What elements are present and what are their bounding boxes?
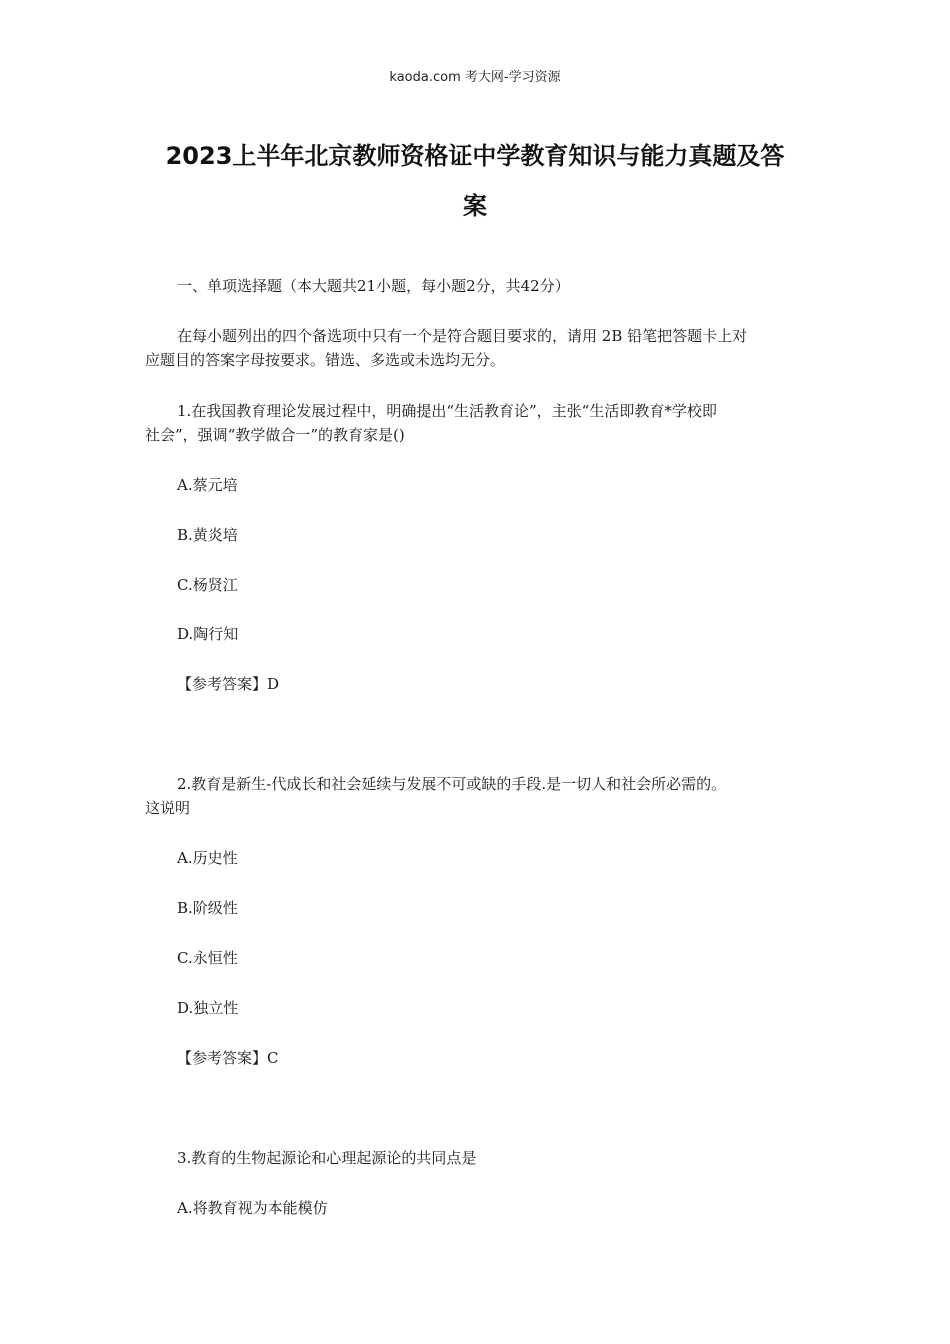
question-1-stem-line-2: 社会”，强调“教学做合一”的教育家是() bbox=[145, 426, 405, 444]
question-2-option-d: D.独立性 bbox=[177, 999, 239, 1017]
question-1-option-c: C.杨贤江 bbox=[177, 576, 238, 594]
question-2-option-b: B.阶级性 bbox=[177, 899, 238, 917]
question-2-stem-line-1: 2.教育是新生-代成长和社会延续与发展不可或缺的手段.是一切人和社会所必需的。 bbox=[177, 775, 727, 793]
document-title-line-2: 案 bbox=[463, 192, 487, 220]
question-2-option-a: A.历史性 bbox=[177, 849, 238, 867]
question-1-option-d: D.陶行知 bbox=[177, 625, 239, 643]
source-header: kaoda.com 考大网-学习资源 bbox=[389, 70, 561, 85]
question-1-option-a: A.蔡元培 bbox=[177, 476, 238, 494]
question-1-answer: 【参考答案】D bbox=[177, 675, 280, 693]
instructions-line-2: 应题目的答案字母按要求。错选、多选或未选均无分。 bbox=[145, 351, 506, 369]
section-heading: 一、单项选择题（本大题共21小题，每小题2分，共42分） bbox=[177, 277, 570, 295]
question-2-stem-line-2: 这说明 bbox=[145, 799, 191, 817]
question-3-stem-line-1: 3.教育的生物起源论和心理起源论的共同点是 bbox=[177, 1149, 477, 1167]
instructions-line-1: 在每小题列出的四个备选项中只有一个是符合题目要求的，请用 2B 铅笔把答题卡上对 bbox=[177, 327, 748, 345]
document-title-line-1: 2023上半年北京教师资格证中学教育知识与能力真题及答 bbox=[165, 142, 785, 170]
question-1-stem-line-1: 1.在我国教育理论发展过程中，明确提出“生活教育论”，主张“生活即教育*学校即 bbox=[177, 402, 717, 420]
question-1-option-b: B.黄炎培 bbox=[177, 526, 238, 544]
question-3-option-a: A.将教育视为本能模仿 bbox=[177, 1199, 328, 1217]
question-2-answer: 【参考答案】C bbox=[177, 1049, 279, 1067]
question-2-option-c: C.永恒性 bbox=[177, 949, 238, 967]
